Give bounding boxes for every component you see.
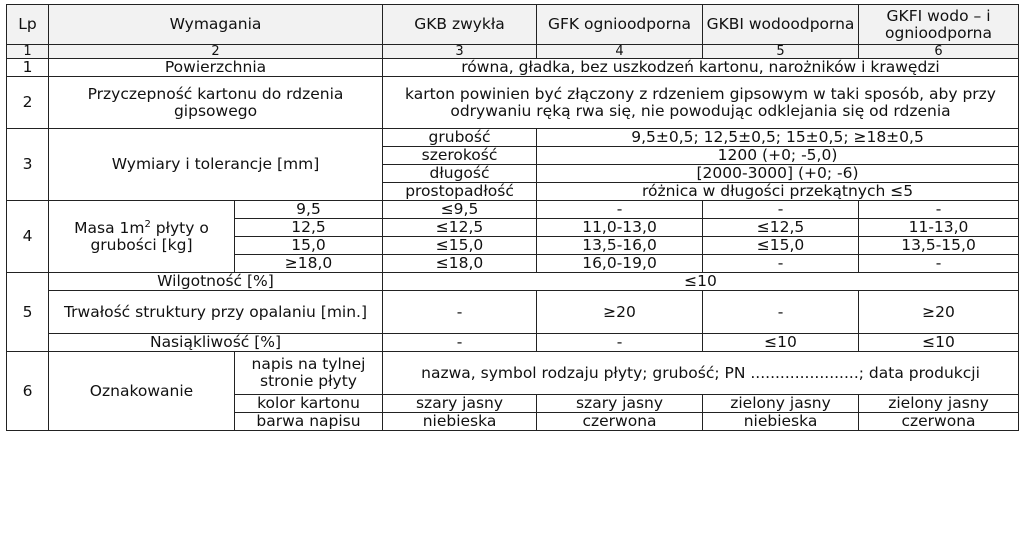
row2-lp: 2: [7, 77, 49, 129]
row-powierzchnia: [7, 59, 1019, 77]
header-wymagania: Wymagania: [49, 5, 383, 45]
row3-item-name: szerokość: [383, 147, 537, 165]
nasiakliwosc-gkfi: ≤10: [859, 334, 1019, 352]
napis-label: napis na tylnej stronie płyty: [235, 352, 383, 395]
nasiakliwosc-gfk: -: [537, 334, 703, 352]
row3-item-name: długość: [383, 165, 537, 183]
row-wymiary: [7, 129, 1019, 147]
row1-label: Powierzchnia: [49, 59, 383, 77]
kolor-gkb: szary jasny: [383, 395, 537, 413]
barwa-gfk: czerwona: [537, 413, 703, 431]
nasiakliwosc-label: Nasiąkliwość [%]: [49, 334, 383, 352]
napis-value: nazwa, symbol rodzaju płyty; grubość; PN ......................; data produkcji: [383, 352, 1019, 395]
masa-gkb: ≤18,0: [383, 255, 537, 273]
barwa-gkb: niebieska: [383, 413, 537, 431]
kolor-label: kolor kartonu: [235, 395, 383, 413]
row3-item-value: 1200 (+0; -5,0): [537, 147, 1019, 165]
trwalosc-gkbi: -: [703, 291, 859, 334]
row5-lp: 5: [7, 273, 49, 352]
masa-thickness: ≥18,0: [235, 255, 383, 273]
row1-lp: 1: [7, 59, 49, 77]
row3-item-value: 9,5±0,5; 12,5±0,5; 15±0,5; ≥18±0,5: [537, 129, 1019, 147]
row3-item-value: [2000-3000] (+0; -6): [537, 165, 1019, 183]
wilgotnosc-value: ≤10: [383, 273, 1019, 291]
masa-gkfi: 11-13,0: [859, 219, 1019, 237]
row3-lp: 3: [7, 129, 49, 201]
masa-gkb: ≤9,5: [383, 201, 537, 219]
kolor-gkfi: zielony jasny: [859, 395, 1019, 413]
index-4: 4: [537, 45, 703, 59]
row3-item-name: grubość: [383, 129, 537, 147]
header-lp: Lp: [7, 5, 49, 45]
kolor-gfk: szary jasny: [537, 395, 703, 413]
row3-item-value: różnica w długości przekątnych ≤5: [537, 183, 1019, 201]
barwa-gkbi: niebieska: [703, 413, 859, 431]
row4-label-prefix: Masa 1m: [74, 218, 145, 237]
masa-thickness: 12,5: [235, 219, 383, 237]
requirements-table: [6, 4, 1019, 431]
masa-gkbi: ≤12,5: [703, 219, 859, 237]
row4-label: [49, 201, 235, 273]
header-gkfi: GKFI wodo – i ognioodporna: [859, 5, 1019, 45]
masa-gkfi: -: [859, 255, 1019, 273]
row6-lp: 6: [7, 352, 49, 431]
trwalosc-gfk: ≥20: [537, 291, 703, 334]
row1-value: równa, gładka, bez uszkodzeń kartonu, narożników i krawędzi: [383, 59, 1019, 77]
header-gkb: GKB zwykła: [383, 5, 537, 45]
wilgotnosc-label: Wilgotność [%]: [49, 273, 383, 291]
row-nasiakliwosc: [7, 334, 1019, 352]
header-row: [7, 5, 1019, 45]
index-6: 6: [859, 45, 1019, 59]
trwalosc-gkfi: ≥20: [859, 291, 1019, 334]
masa-gfk: 13,5-16,0: [537, 237, 703, 255]
masa-gkbi: -: [703, 255, 859, 273]
row-masa-1: [7, 201, 1019, 219]
row-przyczepnosc: [7, 77, 1019, 129]
index-2: 2: [49, 45, 383, 59]
barwa-gkfi: czerwona: [859, 413, 1019, 431]
masa-thickness: 15,0: [235, 237, 383, 255]
kolor-gkbi: zielony jasny: [703, 395, 859, 413]
row-trwalosc: [7, 291, 1019, 334]
index-3: 3: [383, 45, 537, 59]
trwalosc-label: Trwałość struktury przy opalaniu [min.]: [49, 291, 383, 334]
masa-gfk: -: [537, 201, 703, 219]
index-5: 5: [703, 45, 859, 59]
masa-gkbi: ≤15,0: [703, 237, 859, 255]
row-oznakowanie-napis: [7, 352, 1019, 395]
masa-gkfi: -: [859, 201, 1019, 219]
row2-value: karton powinien być złączony z rdzeniem gipsowym w taki sposób, aby przy odrywaniu ręką rwa się, nie powodując odklejania się od rdzenia: [383, 77, 1019, 129]
row-wilgotnosc: [7, 273, 1019, 291]
row4-label-sup: 2: [144, 218, 151, 230]
row3-item-name: prostopadłość: [383, 183, 537, 201]
row6-label: Oznakowanie: [49, 352, 235, 431]
header-gkbi: GKBI wodoodporna: [703, 5, 859, 45]
row4-lp: 4: [7, 201, 49, 273]
trwalosc-gkb: -: [383, 291, 537, 334]
masa-gfk: 16,0-19,0: [537, 255, 703, 273]
nasiakliwosc-gkb: -: [383, 334, 537, 352]
masa-gkfi: 13,5-15,0: [859, 237, 1019, 255]
masa-gkb: ≤15,0: [383, 237, 537, 255]
masa-gfk: 11,0-13,0: [537, 219, 703, 237]
index-1: 1: [7, 45, 49, 59]
row2-label: Przyczepność kartonu do rdzenia gipsowego: [49, 77, 383, 129]
column-index-row: [7, 45, 1019, 59]
barwa-label: barwa napisu: [235, 413, 383, 431]
nasiakliwosc-gkbi: ≤10: [703, 334, 859, 352]
header-gfk: GFK ognioodporna: [537, 5, 703, 45]
masa-gkb: ≤12,5: [383, 219, 537, 237]
row3-label: Wymiary i tolerancje [mm]: [49, 129, 383, 201]
masa-thickness: 9,5: [235, 201, 383, 219]
masa-gkbi: -: [703, 201, 859, 219]
row4-label-suffix: płyty o grubości [kg]: [90, 218, 209, 254]
